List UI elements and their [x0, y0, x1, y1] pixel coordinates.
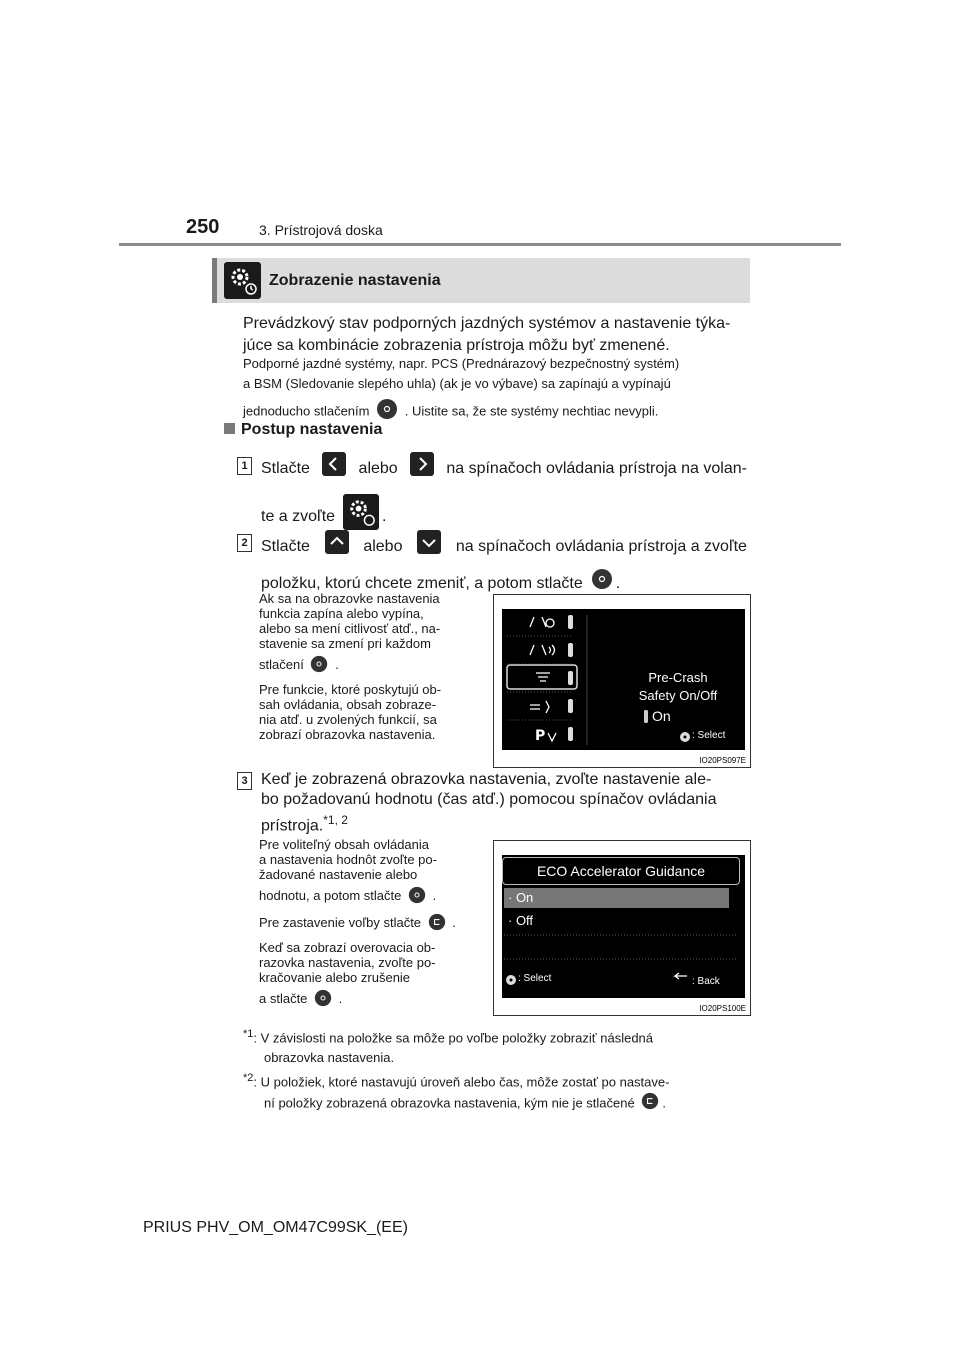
- gear-settings-icon: [224, 262, 261, 299]
- chevron-left-icon: [322, 452, 346, 486]
- svg-text:P: P: [535, 728, 546, 744]
- step-number: 1: [237, 457, 252, 475]
- footnote-1: $^{*1}$: V závislosti na položke sa môže po voľbe položky zobraziť následná obrazovka nastavenia.: [243, 1028, 654, 1066]
- procedure-heading: Postup nastavenia: [224, 421, 382, 439]
- chevron-down-icon: [417, 530, 441, 564]
- section-title: Zobrazenie nastavenia: [269, 272, 441, 289]
- step-2-text: Stlačte alebo na spínačoch ovládania prístroja a zvoľte položku, ktorú chcete zmeniť, a potom stlačte .: [261, 530, 747, 600]
- screen-select-label: : Select: [518, 973, 552, 984]
- step-number: 3: [237, 772, 252, 790]
- intro-note: [243, 354, 745, 426]
- intro-paragraph: [243, 313, 745, 357]
- chapter-title: 3. Prístrojová doska: [259, 222, 383, 238]
- footnote-2: $^{*2}$: U položiek, ktoré nastavujú úroveň alebo čas, môže zostať po nastave- ní položky zobrazená obrazovka nastavenia, kým nie je stlačené .: [243, 1068, 745, 1116]
- screen-option-off: · Off: [508, 913, 534, 928]
- screen-value: On: [652, 708, 671, 724]
- chevron-right-icon: [410, 452, 434, 486]
- step-3-text: Keď je zobrazená obrazovka nastavenia, zvoľte nastavenie ale- bo požadovanú hodnotu (čas atď.) pomocou spínačov ovládania prístroja.$^{*1, 2}$: [261, 771, 717, 835]
- header-rule: [119, 243, 841, 246]
- intro-note-line: Podporné jazdné systémy, napr. PCS (Prednárazový bezpečnostný systém): [243, 356, 680, 371]
- intro-line: Prevádzkový stav podporných jazdných systémov a nastavenie týka-: [243, 315, 731, 332]
- screen-option-on: · On: [504, 888, 729, 908]
- back-button-icon: [428, 913, 446, 934]
- intro-note-line: a BSM (Sledovanie slepého uhla) (ak je vo výbave) sa zapínajú a vypínajú: [243, 376, 671, 391]
- intro-note-line: . Uistite sa, že ste systémy nechtiac nevypli.: [404, 403, 659, 419]
- ok-button-icon: [310, 655, 328, 676]
- document-code: PRIUS PHV_OM_OM47C99SK_(EE): [143, 1219, 408, 1236]
- chevron-up-icon: [325, 530, 349, 564]
- page-number: 250: [186, 216, 220, 238]
- step-1-text: Stlačte alebo na spínačoch ovládania prístroja na volan- te a zvoľte .: [261, 452, 747, 540]
- screen-back-label: : Back: [692, 976, 720, 987]
- back-button-icon: [641, 1092, 659, 1116]
- image-code: IO20PS097E: [699, 756, 746, 765]
- screen-title: ECO Accelerator Guidance: [502, 857, 740, 885]
- intro-line: júce sa kombinácie zobrazenia prístroja môžu byť zmenené.: [243, 337, 670, 354]
- screenshot-eco-guidance: [493, 840, 751, 1016]
- screen-select-label: : Select: [692, 730, 726, 741]
- screen-title: Pre-Crash Safety On/Off: [638, 670, 718, 703]
- ok-button-icon: [314, 989, 332, 1010]
- step-2-note: Ak sa na obrazovke nastavenia funkcia zapína alebo vypína, alebo sa mení citlivosť atď., na- stavenie sa zmení pri každom stlačení . Pre funkcie, ktoré poskytujú ob- sah ovládania, obsah zobraze- nia atď. u zvolených funkcií, sa zobrazí obrazovka nastavenia.: [259, 591, 442, 742]
- step-number: 2: [237, 534, 252, 552]
- display-panel: [502, 609, 745, 750]
- display-panel: [502, 855, 745, 998]
- heading-square-icon: [224, 423, 235, 434]
- step-3-note: Pre voliteľný obsah ovládania a nastavenia hodnôt zvoľte po- žadované nastavenie alebo hodnotu, a potom stlačte . Pre zastavenie voľby stlačte . Keď sa zobrazí overovacia ob- razovka nastavenia, zvoľte po- kračovanie alebo zrušenie a stlačte .: [259, 837, 478, 1010]
- screenshot-pre-crash: [493, 594, 751, 768]
- image-code: IO20PS100E: [699, 1004, 746, 1013]
- intro-note-line: jednoducho stlačením: [243, 403, 370, 419]
- ok-button-icon: [408, 886, 426, 907]
